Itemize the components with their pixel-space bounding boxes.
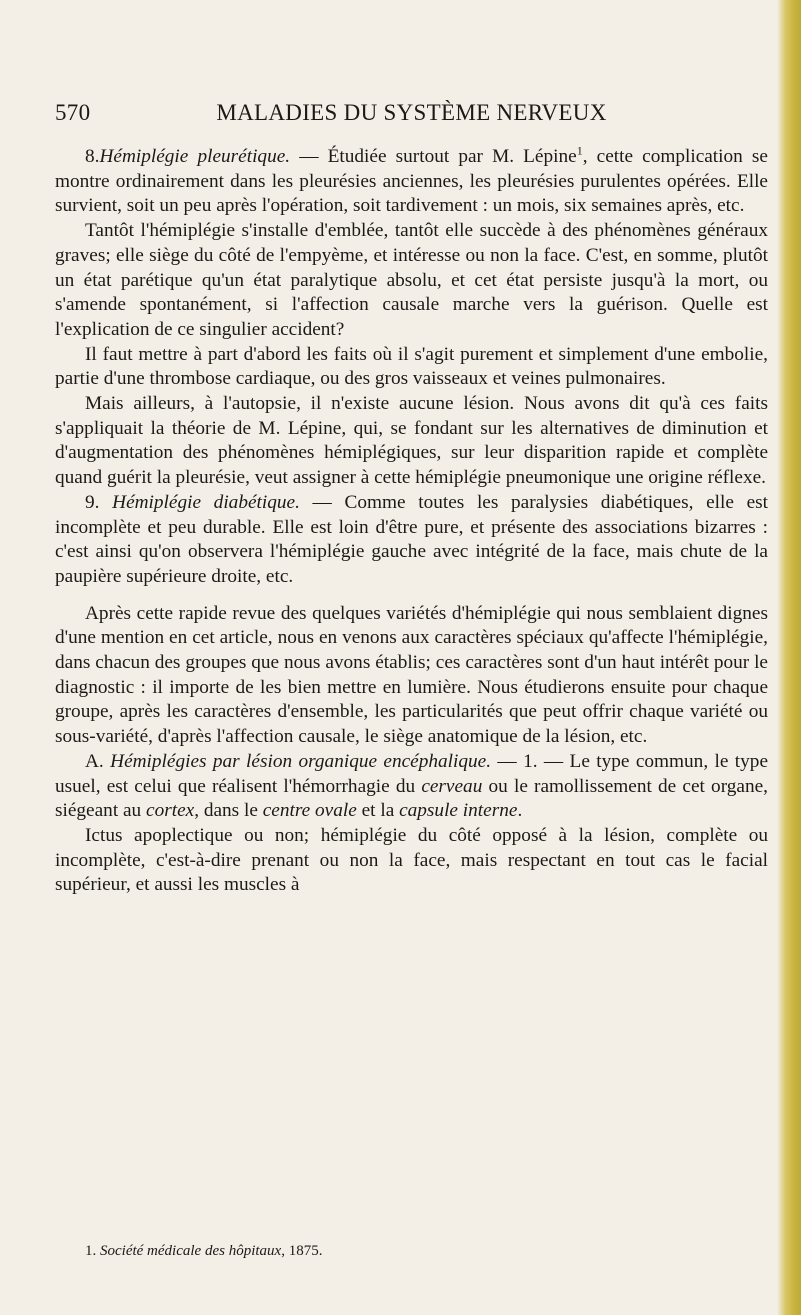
section-heading: Hémiplégies par lésion organique encéphalique.: [110, 750, 492, 772]
body-text: [55, 145, 768, 898]
running-header: [55, 100, 768, 130]
paragraph-a: A. Hémiplégies par lésion organique encéphalique. — 1. — Le type commun, le type usuel, est celui que réalisent l'hémorrhagie du cerveau ou le ramollissement de cet organe, siégeant au cortex, dans le centre ovale et la capsule interne.: [55, 750, 768, 822]
section-number: 8.: [85, 146, 100, 167]
footnote-number: 1.: [85, 1243, 97, 1259]
footnote-ref: 1: [576, 143, 583, 158]
paragraph: Mais ailleurs, à l'autopsie, il n'existe aucune lésion. Nous avons dit qu'à ces faits s'appliquait la théorie de M. Lépine, qui, se fondant sur les alternatives de diminution et d'augmentation des phénomènes hémiplégiques, sur leur disparition rapide et complète quand guérit la pleurésie, veut assigner à cette hémiplégie pneumonique une origine réflexe.: [55, 393, 768, 489]
footnote: [85, 1241, 768, 1261]
book-page: [55, 0, 768, 1315]
paragraph-8: 8.Hémiplégie pleurétique. — Étudiée surtout par M. Lépine$^1$, cette complication se montre ordinairement dans les pleurésies anciennes, les pleurésies purulentes opérées. Elle survient, soit un peu après l'opération, soit tardivement : un mois, six semaines après, etc.: [55, 143, 768, 217]
section-heading: Hémiplégie pleurétique.: [99, 146, 291, 167]
page-number: 570: [55, 100, 91, 125]
paragraph: Après cette rapide revue des quelques variétés d'hémiplégie qui nous semblaient dignes d'une mention en cet article, nous en venons aux caractères spéciaux qu'affecte l'hémiplégie, dans chacun des groupes que nous avons établis; ces caractères sont d'un haut intérêt pour le diagnostic : il importe de les bien mettre en lumière. Nous étudierons ensuite pour chaque groupe, après les caractères d'ensemble, les particularités que peut offrir chaque variété ou sous-variété, d'après l'affection causale, le siège anatomique de la lésion, etc.: [55, 602, 768, 748]
page-edge: [777, 0, 801, 1315]
paragraph: Ictus apoplectique ou non; hémiplégie du côté opposé à la lésion, complète ou incomplète, c'est-à-dire prenant ou non la face, mais respectant en tout cas le facial supérieur, et aussi les muscles à: [55, 824, 768, 896]
section-number: 9.: [85, 491, 100, 513]
section-heading: Hémiplégie diabétique.: [112, 491, 300, 513]
paragraph-9: 9. Hémiplégie diabétique. — Comme toutes les paralysies diabétiques, elle est incomplète et peu durable. Elle est loin d'être pure, et présente des associations bizarres : c'est ainsi qu'on observera l'hémiplégie gauche avec intégrité de la face, mais chute de la paupière supérieure droite, etc.: [55, 491, 768, 587]
paragraph: Il faut mettre à part d'abord les faits où il s'agit purement et simplement d'une embolie, partie d'une thrombose cardiaque, ou des gros vaisseaux et veines pulmonaires.: [55, 343, 768, 390]
section-letter: A.: [85, 750, 104, 772]
paragraph: Tantôt l'hémiplégie s'installe d'emblée, tantôt elle succède à des phénomènes généraux graves; elle siège du côté de l'empyème, et intéresse ou non la face. C'est, en somme, plutôt un état parétique qu'un état paralytique absolu, et cet état persiste jusqu'à la mort, ou s'amende spontanément, si l'affection causale marche vers la guérison. Quelle est l'explication de ce singulier accident?: [55, 220, 768, 340]
footnote-year: , 1875.: [281, 1243, 323, 1259]
running-title: MALADIES DU SYSTÈME NERVEUX: [216, 100, 607, 125]
footnote-source: Société médicale des hôpitaux: [100, 1243, 282, 1259]
